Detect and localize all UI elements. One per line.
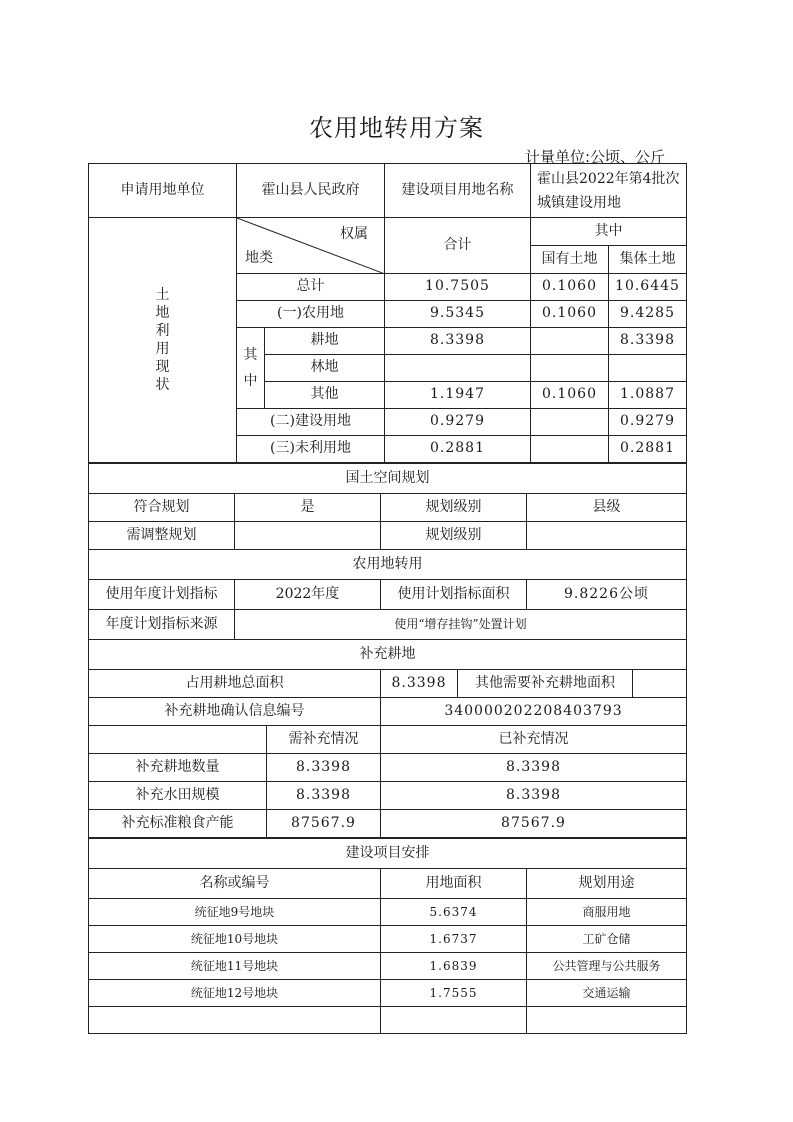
level-label: 规划级别 [381, 494, 527, 522]
supplement-row-label: 补充耕地数量 [89, 754, 267, 782]
qizhong-text: 其中 [243, 347, 258, 389]
row-collective: 9.4285 [609, 301, 687, 328]
row-total: 1.1947 [385, 382, 531, 409]
need-col-header: 需补充情况 [267, 726, 381, 754]
unit-label: 计量单位:公顷、公斤 [525, 148, 666, 166]
row-collective: 1.0887 [609, 382, 687, 409]
project-use: 公共管理与公共服务 [527, 953, 687, 980]
supplement-done: 8.3398 [381, 754, 687, 782]
project-area: 1.6737 [381, 926, 527, 953]
applicant-value: 霍山县人民政府 [237, 164, 385, 218]
project-name-empty [89, 1007, 381, 1034]
project-name: 统征地11号地块 [89, 953, 381, 980]
row-collective: 8.3398 [609, 328, 687, 355]
total-col-header: 合计 [385, 218, 531, 274]
project-area: 5.6374 [381, 899, 527, 926]
project-area-empty [381, 1007, 527, 1034]
row-total: 10.7505 [385, 274, 531, 301]
supplement-done: 87567.9 [381, 810, 687, 838]
state-col-header: 国有土地 [531, 246, 609, 274]
landuse-table [88, 163, 687, 463]
blank-corner [89, 726, 267, 754]
project-name: 统征地9号地块 [89, 899, 381, 926]
landuse-section-text: 土地利用现状 [155, 286, 170, 393]
row-total: 0.2881 [385, 436, 531, 463]
project-name: 统征地10号地块 [89, 926, 381, 953]
adjust-level-label: 规划级别 [381, 522, 527, 550]
adjust-level-value [527, 522, 687, 550]
projects-section: 建设项目安排 [89, 839, 687, 869]
diag-landtype-label: 地类 [245, 249, 273, 266]
project-area: 1.7555 [381, 980, 527, 1007]
supplement-need: 8.3398 [267, 754, 381, 782]
project-value: 霍山县2022年第4批次城镇建设用地 [531, 164, 687, 218]
row-label: (三)未利用地 [237, 436, 385, 463]
of-which-header: 其中 [531, 218, 687, 246]
supplement-section: 补充耕地 [89, 640, 687, 670]
conform-value: 是 [235, 494, 381, 522]
row-total: 9.5345 [385, 301, 531, 328]
done-col-header: 已补充情况 [381, 726, 687, 754]
row-state [531, 436, 609, 463]
supplement-row-label: 补充标准粮食产能 [89, 810, 267, 838]
row-state: 0.1060 [531, 382, 609, 409]
planning-table [88, 463, 687, 670]
project-name: 统征地12号地块 [89, 980, 381, 1007]
supplement-done: 8.3398 [381, 782, 687, 810]
row-state [531, 328, 609, 355]
row-label: 耕地 [265, 328, 385, 355]
use-col-header: 规划用途 [527, 869, 687, 899]
quota-area-value: 9.8226公顷 [527, 580, 687, 610]
conversion-section: 农用地转用 [89, 550, 687, 580]
row-collective: 10.6445 [609, 274, 687, 301]
row-label: (二)建设用地 [237, 409, 385, 436]
other-supplement-value [633, 670, 687, 698]
quota-source-value: 使用“增存挂钩”处置计划 [235, 610, 687, 640]
row-state [531, 409, 609, 436]
row-label: 其他 [265, 382, 385, 409]
occupied-value: 8.3398 [381, 670, 458, 698]
conform-label: 符合规划 [89, 494, 235, 522]
name-col-header: 名称或编号 [89, 869, 381, 899]
adjust-value [235, 522, 381, 550]
qizhong-label [237, 328, 265, 409]
project-use-empty [527, 1007, 687, 1034]
row-collective: 0.2881 [609, 436, 687, 463]
projects-table [88, 838, 687, 1034]
row-label: 总计 [237, 274, 385, 301]
confirm-value: 340000202208403793 [381, 698, 687, 726]
area-col-header: 用地面积 [381, 869, 527, 899]
row-total: 8.3398 [385, 328, 531, 355]
collective-col-header: 集体土地 [609, 246, 687, 274]
row-collective [609, 355, 687, 382]
level-value: 县级 [527, 494, 687, 522]
row-state: 0.1060 [531, 274, 609, 301]
landuse-section-label [89, 218, 237, 463]
row-collective: 0.9279 [609, 409, 687, 436]
project-use: 商服用地 [527, 899, 687, 926]
planning-section: 国土空间规划 [89, 464, 687, 494]
row-total [385, 355, 531, 382]
diagonal-header [237, 218, 385, 274]
row-total: 0.9279 [385, 409, 531, 436]
adjust-label: 需调整规划 [89, 522, 235, 550]
project-use: 工矿仓储 [527, 926, 687, 953]
row-state: 0.1060 [531, 301, 609, 328]
supplement-table [88, 669, 687, 838]
project-label: 建设项目用地名称 [385, 164, 531, 218]
other-supplement-label: 其他需要补充耕地面积 [458, 670, 633, 698]
confirm-label: 补充耕地确认信息编号 [89, 698, 381, 726]
page-title: 农用地转用方案 [309, 114, 484, 142]
project-area: 1.6839 [381, 953, 527, 980]
diag-ownership-label: 权属 [340, 226, 368, 242]
row-state [531, 355, 609, 382]
row-label: (一)农用地 [237, 301, 385, 328]
row-label: 林地 [265, 355, 385, 382]
project-use: 交通运输 [527, 980, 687, 1007]
quota-source-label: 年度计划指标来源 [89, 610, 235, 640]
supplement-need: 87567.9 [267, 810, 381, 838]
quota-area-label: 使用计划指标面积 [381, 580, 527, 610]
applicant-label: 申请用地单位 [89, 164, 237, 218]
supplement-row-label: 补充水田规模 [89, 782, 267, 810]
occupied-label: 占用耕地总面积 [89, 670, 381, 698]
quota-value: 2022年度 [235, 580, 381, 610]
supplement-need: 8.3398 [267, 782, 381, 810]
quota-label: 使用年度计划指标 [89, 580, 235, 610]
